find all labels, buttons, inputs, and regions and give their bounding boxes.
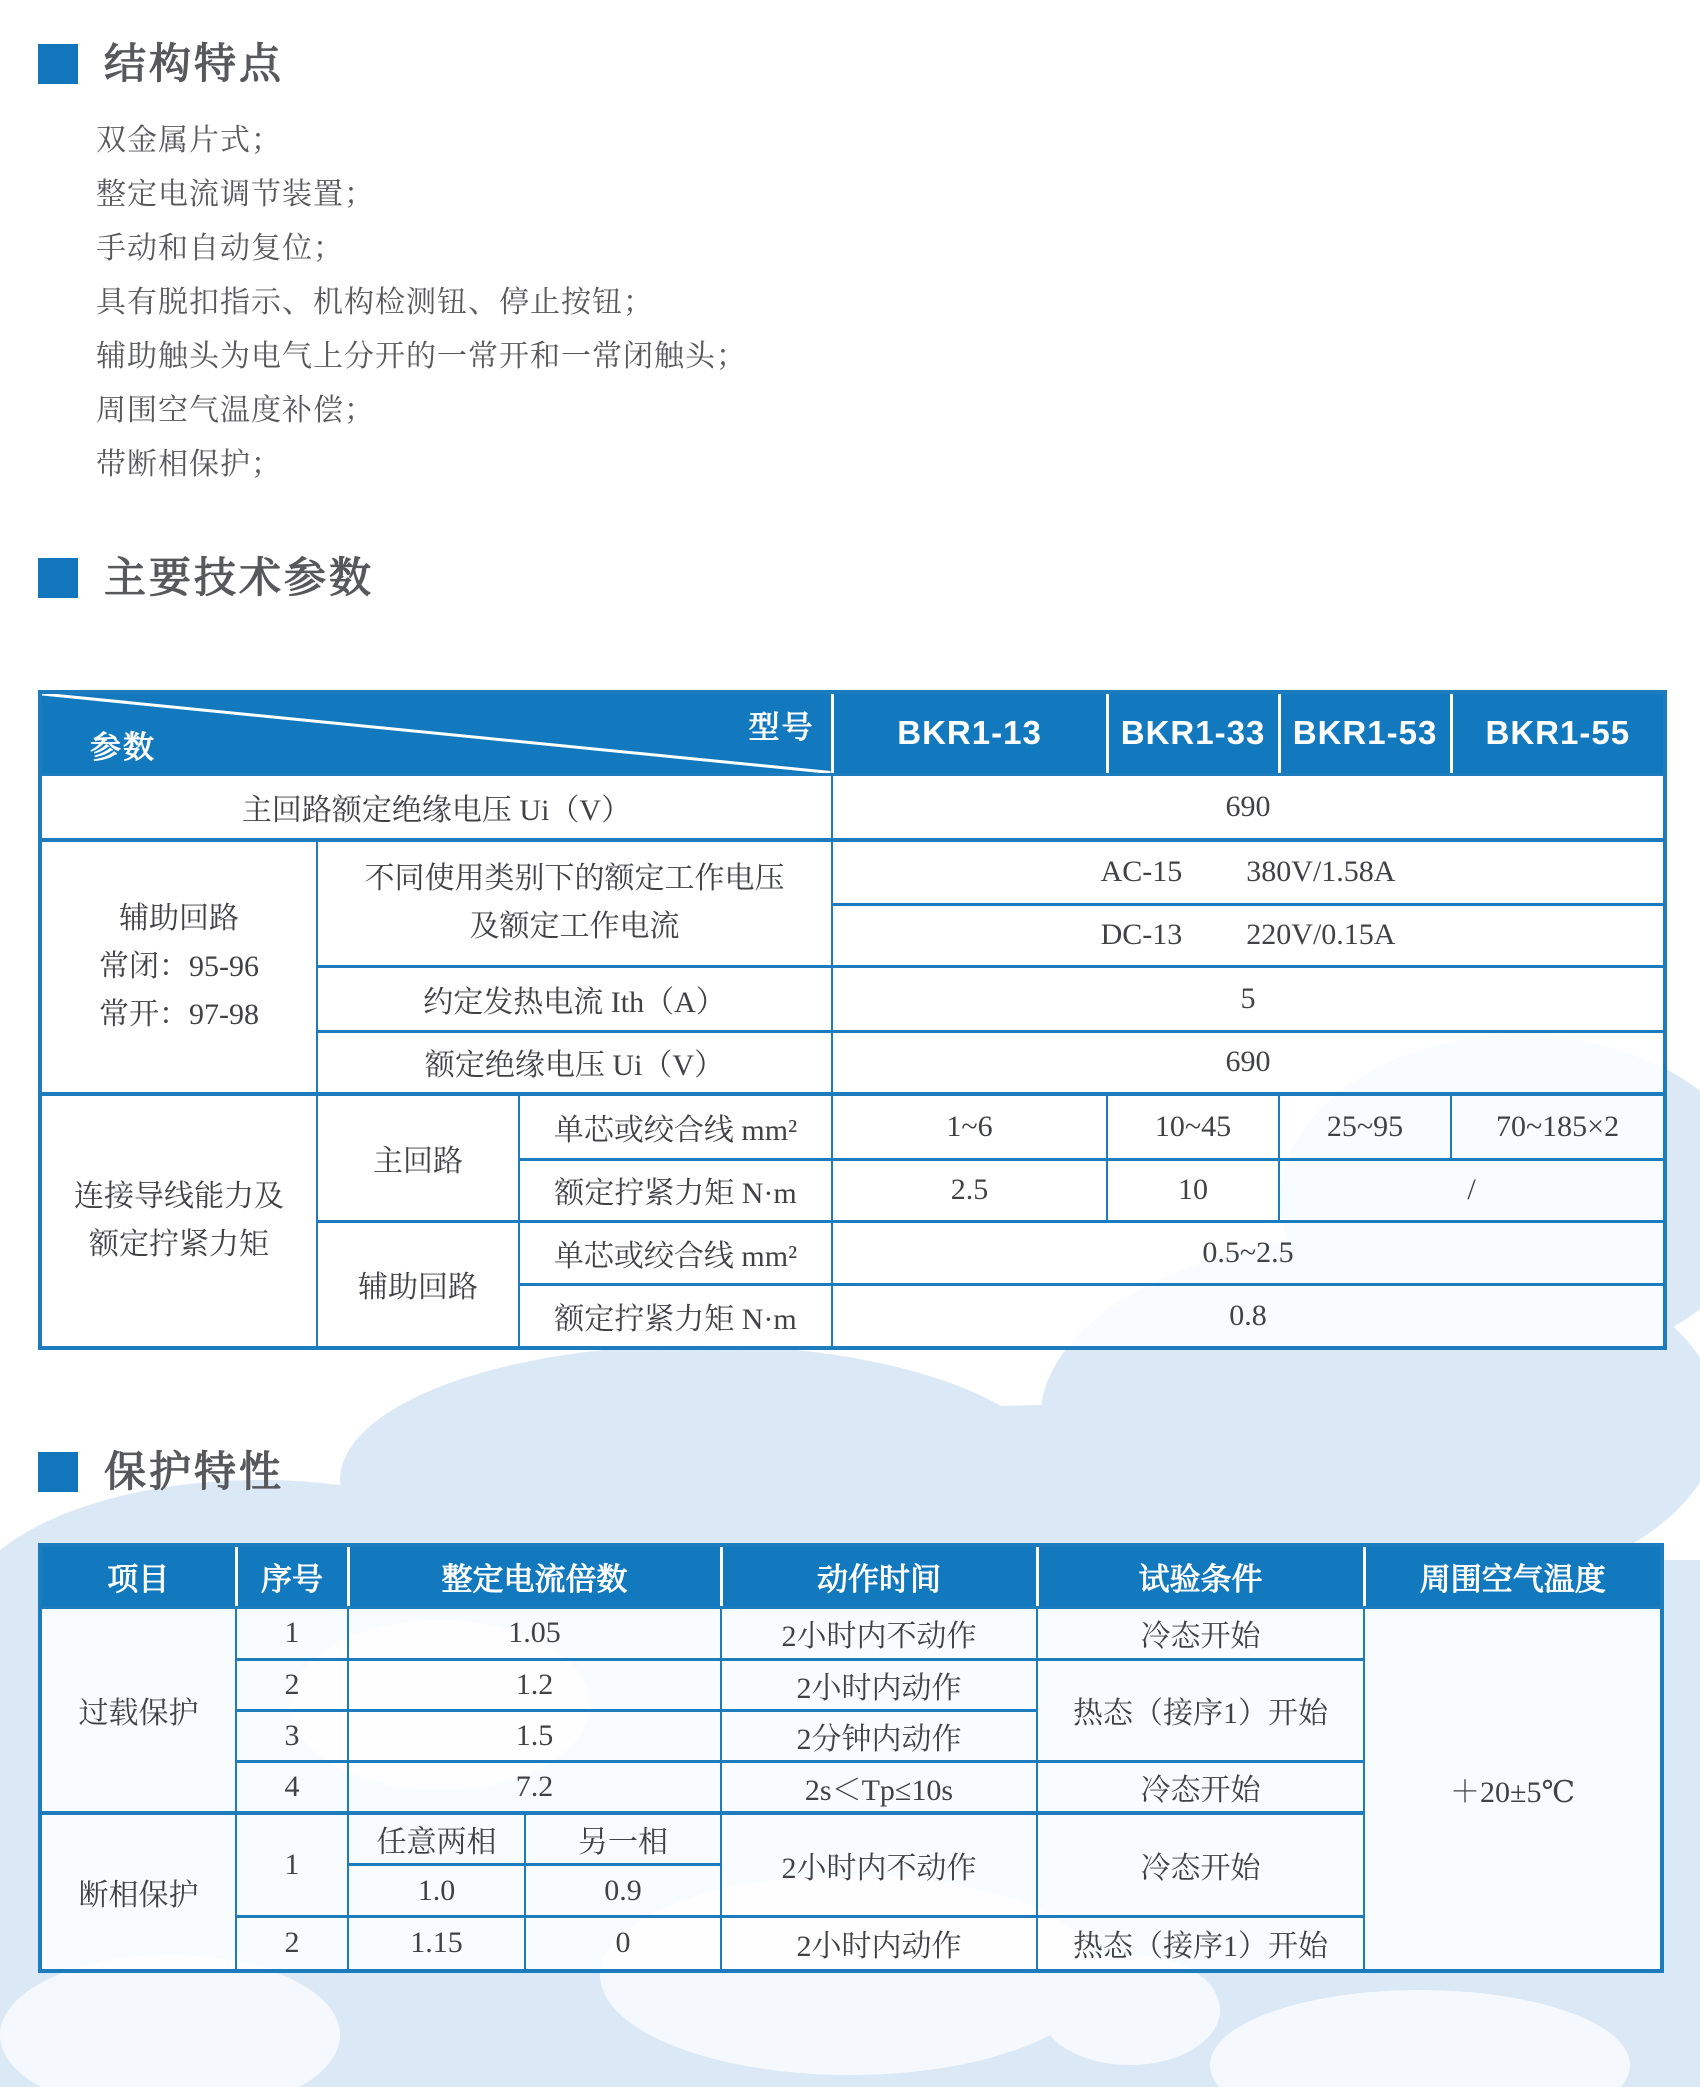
cell-multiple: 7.2: [348, 1761, 721, 1813]
sub-label-main-circuit: 主回路: [317, 1094, 519, 1221]
cell-no: 1: [236, 1813, 348, 1917]
section-bullet-icon: [38, 558, 78, 598]
value-main-wire: 1~6: [832, 1094, 1107, 1159]
feature-list: [96, 114, 747, 492]
value-main-wire: 25~95: [1279, 1094, 1451, 1159]
column-header-time: 动作时间: [721, 1545, 1037, 1607]
parameters-table: [38, 690, 1667, 1350]
feature-item: 具有脱扣指示、机构检测钮、停止按钮；: [96, 286, 654, 319]
cell-sub-header-two-phase: 任意两相: [348, 1813, 525, 1865]
sub-label-aux-circuit: 辅助回路: [317, 1221, 519, 1348]
value-duty-ac: AC-15 380V/1.58A: [832, 840, 1665, 904]
row-label-torque: 额定拧紧力矩 N·m: [519, 1284, 832, 1348]
cell-condition: 冷态开始: [1037, 1813, 1364, 1917]
column-header-no: 序号: [236, 1545, 348, 1607]
row-label-wire: 单芯或绞合线 mm²: [519, 1221, 832, 1284]
corner-label-parameter: 参数: [90, 729, 156, 765]
cell-multiple: 1.5: [348, 1710, 721, 1761]
section-title-protection: 保护特性: [104, 1448, 285, 1495]
cell-no: 3: [236, 1710, 348, 1761]
section-title-features: 结构特点: [104, 40, 285, 87]
cell-condition: 冷态开始: [1037, 1607, 1364, 1659]
section-header-features: [38, 42, 284, 86]
section-bullet-icon: [38, 44, 78, 84]
cell-no: 2: [236, 1917, 348, 1971]
model-header: BKR1-55: [1451, 692, 1665, 774]
cell-ambient-temperature: ＋20±5℃: [1364, 1607, 1662, 1971]
feature-item: 整定电流调节装置；: [96, 178, 375, 211]
group-label-phase-failure: 断相保护: [40, 1813, 236, 1971]
value-main-torque: 2.5: [832, 1159, 1107, 1221]
value-main-ui: 690: [832, 774, 1665, 840]
cell-multiple-other-phase: 0.9: [525, 1865, 721, 1917]
cell-no: 4: [236, 1761, 348, 1813]
cell-multiple: 1.05: [348, 1607, 721, 1659]
feature-item: 双金属片式；: [96, 124, 282, 157]
value-main-wire: 70~185×2: [1451, 1094, 1665, 1159]
section-header-protection: [38, 1450, 284, 1494]
model-header: BKR1-53: [1279, 692, 1451, 774]
cell-multiple: 1.2: [348, 1659, 721, 1710]
cell-multiple-two-phase: 1.0: [348, 1865, 525, 1917]
cell-time: 2小时内动作: [721, 1659, 1037, 1710]
value-aux-wire: 0.5~2.5: [832, 1221, 1665, 1284]
cell-sub-header-other-phase: 另一相: [525, 1813, 721, 1865]
cell-time: 2小时内不动作: [721, 1607, 1037, 1659]
value-ith: 5: [832, 966, 1665, 1031]
section-header-parameters: [38, 556, 374, 600]
value-aux-torque: 0.8: [832, 1284, 1665, 1348]
value-aux-ui: 690: [832, 1031, 1665, 1094]
section-bullet-icon: [38, 1452, 78, 1492]
row-label-duty: 不同使用类别下的额定工作电压 及额定工作电流: [317, 840, 832, 966]
cell-condition: 热态（接序1）开始: [1037, 1659, 1364, 1761]
model-header: BKR1-13: [832, 692, 1107, 774]
row-label-main-ui: 主回路额定绝缘电压 Ui（V）: [40, 774, 832, 840]
cell-no: 1: [236, 1607, 348, 1659]
corner-label-model: 型号: [748, 710, 815, 745]
cell-time: 2小时内不动作: [721, 1813, 1037, 1917]
cell-time: 2s＜Tp≤10s: [721, 1761, 1037, 1813]
protection-table: [38, 1543, 1664, 1973]
row-label-ith: 约定发热电流 Ith（A）: [317, 966, 832, 1031]
cell-multiple-other-phase: 0: [525, 1917, 721, 1971]
value-main-torque: 10: [1107, 1159, 1279, 1221]
value-main-wire: 10~45: [1107, 1094, 1279, 1159]
feature-item: 带断相保护；: [96, 448, 282, 481]
cell-condition: 热态（接序1）开始: [1037, 1917, 1364, 1971]
row-label-torque: 额定拧紧力矩 N·m: [519, 1159, 832, 1221]
group-label-wiring: 连接导线能力及 额定拧紧力矩: [40, 1094, 317, 1348]
cell-time: 2小时内动作: [721, 1917, 1037, 1971]
value-duty-dc: DC-13 220V/0.15A: [832, 904, 1665, 966]
feature-item: 周围空气温度补偿；: [96, 394, 375, 427]
group-label-overload: 过载保护: [40, 1607, 236, 1813]
column-header-item: 项目: [40, 1545, 236, 1607]
value-main-torque: /: [1279, 1159, 1665, 1221]
group-label-aux-circuit: 辅助回路 常闭：95-96 常开：97-98: [40, 840, 317, 1094]
cell-multiple-two-phase: 1.15: [348, 1917, 525, 1971]
feature-item: 辅助触头为电气上分开的一常开和一常闭触头；: [96, 340, 747, 373]
row-label-wire: 单芯或绞合线 mm²: [519, 1094, 832, 1159]
diagonal-divider: [42, 694, 831, 773]
model-header: BKR1-33: [1107, 692, 1279, 774]
cell-time: 2分钟内动作: [721, 1710, 1037, 1761]
corner-header-cell: [40, 692, 832, 774]
section-title-parameters: 主要技术参数: [104, 554, 375, 601]
cell-no: 2: [236, 1659, 348, 1710]
row-label-aux-ui: 额定绝缘电压 Ui（V）: [317, 1031, 832, 1094]
column-header-condition: 试验条件: [1037, 1545, 1364, 1607]
feature-item: 手动和自动复位；: [96, 232, 344, 265]
column-header-ambient: 周围空气温度: [1364, 1545, 1662, 1607]
column-header-multiple: 整定电流倍数: [348, 1545, 721, 1607]
cell-condition: 冷态开始: [1037, 1761, 1364, 1813]
